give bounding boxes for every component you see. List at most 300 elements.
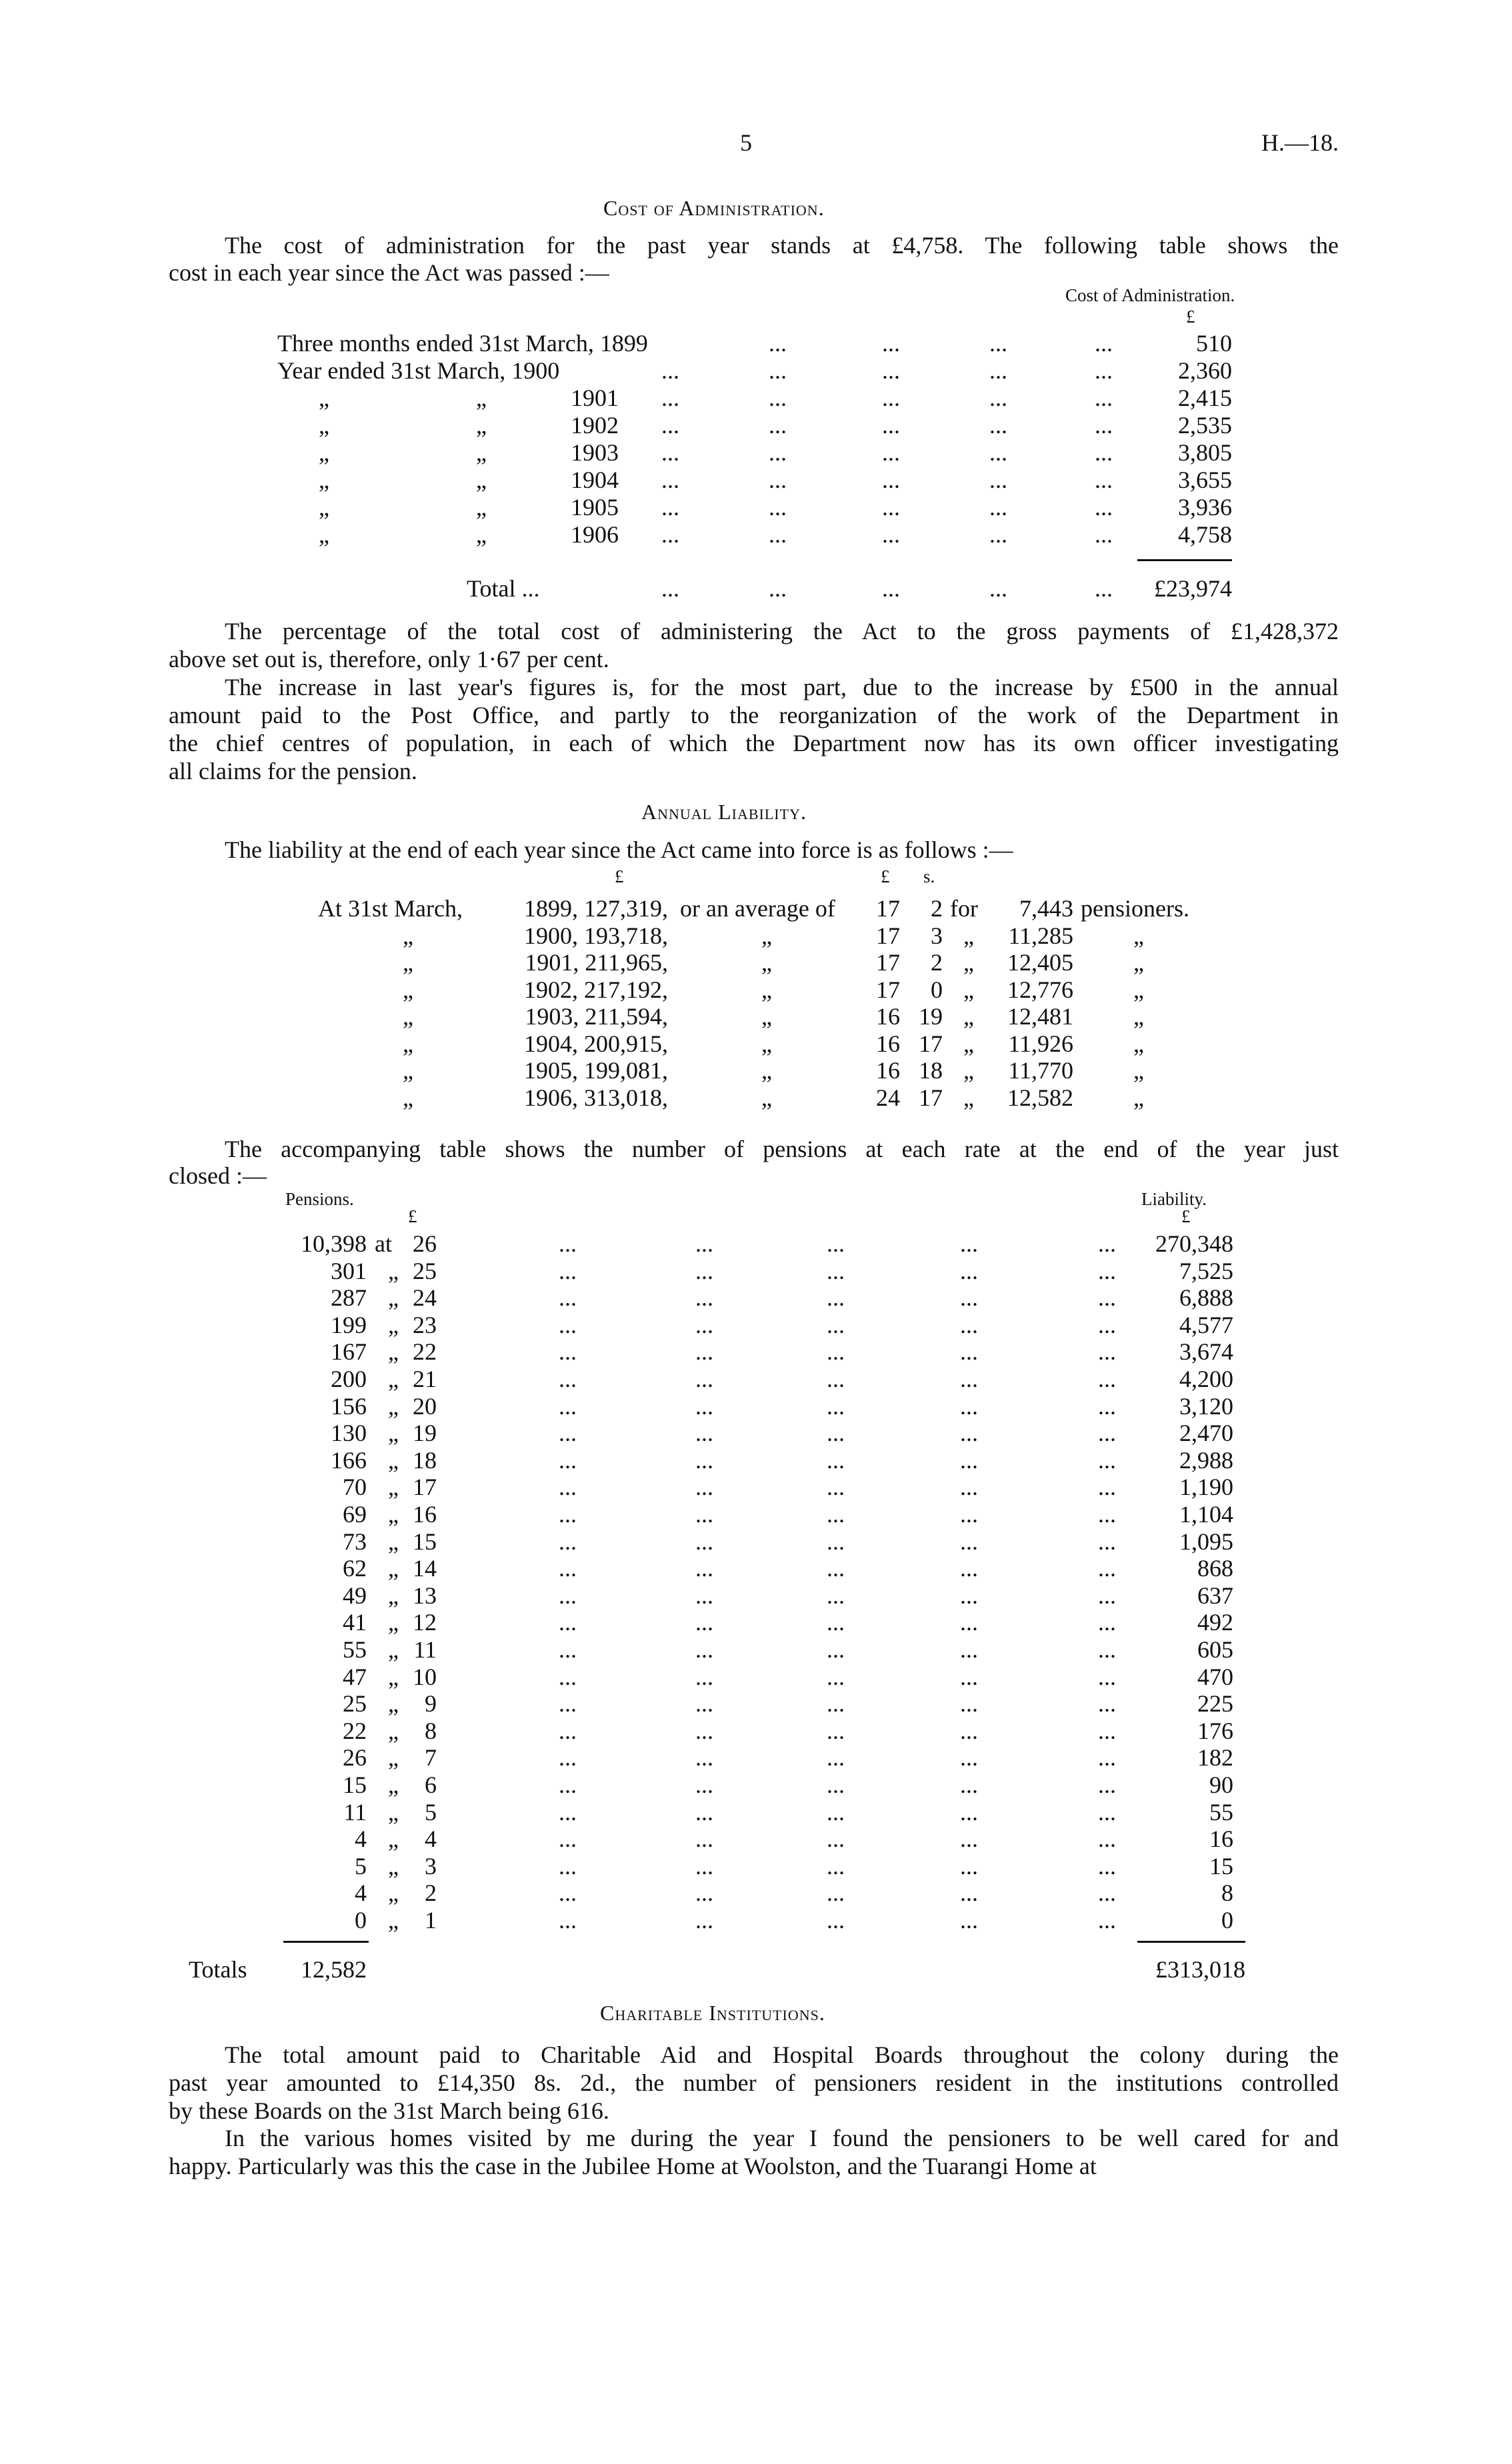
- leader-dots: ...: [559, 1690, 577, 1718]
- cost-value: 2,415: [1178, 385, 1232, 411]
- liability-value: 637: [1197, 1582, 1233, 1609]
- cost-value: 2,535: [1178, 412, 1232, 439]
- leader-dots: ...: [1098, 1555, 1116, 1582]
- ditto-mark: „: [761, 1003, 772, 1030]
- leader-dots: ...: [1095, 439, 1113, 466]
- ditto-mark: „: [403, 976, 413, 1003]
- ditto-mark: „: [319, 467, 329, 493]
- leader-dots: ...: [827, 1366, 845, 1392]
- ditto-mark: „: [761, 949, 772, 976]
- cost-value: 2,360: [1178, 357, 1232, 384]
- average-shillings: 0: [931, 976, 943, 1003]
- leader-dots: ...: [695, 1609, 713, 1636]
- leader-dots: ...: [1095, 330, 1113, 357]
- leader-dots: ...: [769, 412, 787, 439]
- paragraph-line: The increase in last year's figures is, for the most part, due to the increase by £500 in the annual: [225, 674, 1339, 700]
- leader-dots: ...: [960, 1474, 978, 1501]
- pension-rate: 3: [425, 1852, 437, 1879]
- leader-dots: ...: [695, 1257, 713, 1284]
- liability-value: 15: [1209, 1852, 1233, 1879]
- leader-dots: ...: [559, 1311, 577, 1338]
- leader-dots: ...: [1095, 357, 1113, 384]
- pension-rate: 17: [413, 1474, 437, 1501]
- ditto-mark: „: [761, 1084, 772, 1111]
- paragraph-line: amount paid to the Post Office, and partly to the reorganization of the work of the Department in: [169, 702, 1339, 728]
- pension-count: 199: [331, 1311, 367, 1338]
- row-label: Three months ended 31st March, 1899: [277, 330, 648, 357]
- leader-dots: ...: [960, 1555, 978, 1582]
- leader-dots: ...: [960, 1366, 978, 1392]
- leader-dots: ...: [960, 1338, 978, 1366]
- pension-count: 130: [331, 1420, 367, 1447]
- ditto-mark: „: [403, 1003, 413, 1030]
- leader-dots: ...: [827, 1690, 845, 1718]
- liability-value: 55: [1209, 1798, 1233, 1826]
- leader-dots: ...: [1098, 1582, 1116, 1609]
- leader-dots: ...: [827, 1474, 845, 1501]
- leader-dots: ...: [989, 412, 1007, 439]
- liability-value: 0: [1221, 1907, 1233, 1933]
- leader-dots: ...: [559, 1717, 577, 1744]
- section-heading: Charitable Institutions.: [600, 2001, 825, 2025]
- ditto-mark: „: [319, 412, 329, 439]
- leader-dots: ...: [989, 467, 1007, 493]
- pension-rate: 21: [413, 1366, 437, 1392]
- cost-value: 3,936: [1178, 494, 1232, 521]
- leader-dots: ...: [1098, 1744, 1116, 1772]
- leader-dots: ...: [559, 1879, 577, 1907]
- leader-dots: ...: [1098, 1528, 1116, 1555]
- leader-dots: ...: [882, 521, 900, 548]
- leader-dots: ...: [695, 1474, 713, 1501]
- ditto-mark: „: [388, 1690, 399, 1718]
- leader-dots: ...: [559, 1446, 577, 1474]
- row-label: for: [950, 895, 978, 922]
- leader-dots: ...: [695, 1663, 713, 1690]
- leader-dots: ...: [559, 1528, 577, 1555]
- ditto-mark: „: [963, 1003, 974, 1030]
- year-amount: 1901, 211,965,: [525, 949, 668, 976]
- leader-dots: ...: [827, 1852, 845, 1879]
- liability-value: 868: [1197, 1555, 1233, 1582]
- ditto-mark: „: [388, 1663, 399, 1690]
- leader-dots: ...: [1095, 521, 1113, 548]
- leader-dots: ...: [559, 1366, 577, 1392]
- pension-rate: 4: [425, 1826, 437, 1853]
- leader-dots: ...: [827, 1338, 845, 1366]
- pension-count: 22: [343, 1717, 367, 1744]
- leader-dots: ...: [989, 385, 1007, 411]
- ditto-mark: „: [963, 949, 974, 976]
- leader-dots: ...: [661, 439, 679, 466]
- leader-dots: ...: [960, 1501, 978, 1528]
- leader-dots: ...: [769, 330, 787, 357]
- leader-dots: ...: [559, 1907, 577, 1933]
- pension-rate: 1: [425, 1907, 437, 1933]
- year-amount: 1905, 199,081,: [524, 1057, 668, 1084]
- average-pounds: 17: [876, 922, 900, 949]
- leader-dots: ...: [827, 1501, 845, 1528]
- pension-count: 70: [343, 1474, 367, 1501]
- liability-value: 3,674: [1179, 1338, 1233, 1366]
- pension-rate: 13: [413, 1582, 437, 1609]
- paragraph-line: past year amounted to £14,350 8s. 2d., the number of pensioners resident in the institutions controlled: [169, 2069, 1339, 2096]
- pension-count: 0: [355, 1907, 367, 1933]
- ditto-mark: „: [388, 1528, 399, 1555]
- pensioner-count: 11,285: [1008, 922, 1073, 949]
- paragraph-line: The cost of administration for the past year stands at £4,758. The following table shows the: [225, 232, 1339, 259]
- pension-count: 25: [343, 1690, 367, 1718]
- ditto-mark: „: [388, 1420, 399, 1447]
- pension-rate: 6: [425, 1772, 437, 1798]
- leader-dots: ...: [827, 1826, 845, 1853]
- leader-dots: ...: [989, 439, 1007, 466]
- leader-dots: ...: [882, 494, 900, 521]
- leader-dots: ...: [827, 1284, 845, 1312]
- leader-dots: ...: [989, 357, 1007, 384]
- leader-dots: ...: [1098, 1609, 1116, 1636]
- row-label: or an average of: [680, 895, 835, 922]
- leader-dots: ...: [1098, 1338, 1116, 1366]
- ditto-mark: „: [388, 1284, 399, 1312]
- year-amount: 1900, 193,718,: [524, 922, 668, 949]
- pension-rate: 14: [413, 1555, 437, 1582]
- leader-dots: ...: [769, 467, 787, 493]
- leader-dots: ...: [1095, 575, 1113, 602]
- leader-dots: ...: [769, 494, 787, 521]
- liability-value: 270,348: [1155, 1230, 1233, 1257]
- leader-dots: ...: [695, 1772, 713, 1798]
- leader-dots: ...: [1098, 1717, 1116, 1744]
- leader-dots: ...: [695, 1690, 713, 1718]
- pension-count: 55: [343, 1636, 367, 1663]
- leader-dots: ...: [695, 1446, 713, 1474]
- cost-value: 4,758: [1178, 521, 1232, 548]
- leader-dots: ...: [1098, 1879, 1116, 1907]
- pension-count: 167: [331, 1338, 367, 1366]
- ditto-mark: „: [319, 439, 329, 466]
- leader-dots: ...: [661, 494, 679, 521]
- liability-value: 2,470: [1179, 1420, 1233, 1447]
- leader-dots: ...: [960, 1826, 978, 1853]
- paragraph-line: The total amount paid to Charitable Aid and Hospital Boards throughout the colony during the: [225, 2041, 1339, 2068]
- average-pounds: 17: [876, 895, 900, 922]
- pension-rate: 15: [413, 1528, 437, 1555]
- ditto-mark: „: [388, 1366, 399, 1392]
- leader-dots: ...: [661, 357, 679, 384]
- leader-dots: ...: [827, 1392, 845, 1420]
- year-amount: 1906, 313,018,: [524, 1084, 668, 1111]
- column-heading: Pensions.: [285, 1189, 354, 1209]
- leader-dots: ...: [960, 1257, 978, 1284]
- row-label: Year ended 31st March, 1900: [277, 357, 560, 384]
- leader-dots: ...: [1098, 1392, 1116, 1420]
- leader-dots: ...: [827, 1907, 845, 1933]
- paragraph-line: all claims for the pension.: [169, 758, 417, 784]
- ditto-mark: „: [388, 1555, 399, 1582]
- ditto-mark: „: [319, 385, 329, 411]
- rule-line: [1137, 559, 1232, 561]
- ditto-mark: „: [963, 1057, 974, 1084]
- leader-dots: ...: [1095, 494, 1113, 521]
- leader-dots: ...: [882, 385, 900, 411]
- leader-dots: ...: [695, 1879, 713, 1907]
- liability-value: 4,577: [1179, 1311, 1233, 1338]
- pensioner-count: 11,926: [1008, 1030, 1073, 1057]
- pension-rate: 10: [413, 1663, 437, 1690]
- leader-dots: ...: [960, 1663, 978, 1690]
- year-amount: 1903, 211,594,: [525, 1003, 668, 1030]
- pension-rate: 25: [413, 1257, 437, 1284]
- leader-dots: ...: [695, 1420, 713, 1447]
- pension-rate: 11: [413, 1636, 437, 1663]
- pension-count: 4: [355, 1879, 367, 1907]
- leader-dots: ...: [989, 575, 1007, 602]
- year-amount: 1904, 200,915,: [524, 1030, 668, 1057]
- totals-label: Totals: [189, 1956, 247, 1983]
- average-shillings: 19: [919, 1003, 943, 1030]
- ditto-mark: „: [1133, 1003, 1144, 1030]
- ditto-mark: „: [403, 922, 413, 949]
- leader-dots: ...: [989, 494, 1007, 521]
- leader-dots: ...: [989, 330, 1007, 357]
- leader-dots: ...: [695, 1284, 713, 1312]
- ditto-mark: „: [1133, 976, 1144, 1003]
- liability-value: 605: [1197, 1636, 1233, 1663]
- leader-dots: ...: [960, 1446, 978, 1474]
- liability-value: 492: [1197, 1609, 1233, 1636]
- ditto-mark: „: [388, 1446, 399, 1474]
- ditto-mark: „: [761, 976, 772, 1003]
- liability-value: 6,888: [1179, 1284, 1233, 1312]
- pension-rate: 16: [413, 1501, 437, 1528]
- currency-symbol: £: [1186, 307, 1195, 327]
- ditto-mark: „: [319, 521, 329, 548]
- ditto-mark: „: [963, 922, 974, 949]
- leader-dots: ...: [695, 1366, 713, 1392]
- ditto-mark: „: [476, 439, 487, 466]
- pension-rate: 20: [413, 1392, 437, 1420]
- paragraph-line: The percentage of the total cost of administering the Act to the gross payments of £1,428,372: [225, 618, 1339, 644]
- ditto-mark: „: [476, 467, 487, 493]
- ditto-mark: „: [1133, 1084, 1144, 1111]
- leader-dots: ...: [559, 1392, 577, 1420]
- pension-rate: 2: [425, 1879, 437, 1907]
- leader-dots: ...: [695, 1636, 713, 1663]
- leader-dots: ...: [695, 1555, 713, 1582]
- leader-dots: ...: [827, 1636, 845, 1663]
- pensioner-count: 7,443: [1019, 895, 1073, 922]
- average-pounds: 16: [876, 1057, 900, 1084]
- ditto-mark: „: [476, 521, 487, 548]
- leader-dots: ...: [827, 1311, 845, 1338]
- paragraph-line: happy. Particularly was this the case in the Jubilee Home at Woolston, and the Tuarangi Home at: [169, 2153, 1097, 2179]
- leader-dots: ...: [882, 439, 900, 466]
- ditto-mark: „: [388, 1636, 399, 1663]
- leader-dots: ...: [960, 1582, 978, 1609]
- pension-count: 10,398: [301, 1230, 367, 1257]
- leader-dots: ...: [695, 1744, 713, 1772]
- currency-symbol: £: [408, 1206, 417, 1226]
- leader-dots: ...: [827, 1798, 845, 1826]
- liability-value: 4,200: [1179, 1366, 1233, 1392]
- leader-dots: ...: [827, 1555, 845, 1582]
- leader-dots: ...: [882, 357, 900, 384]
- leader-dots: ...: [769, 357, 787, 384]
- year-label: 1901: [571, 385, 619, 411]
- at-word: at: [375, 1230, 392, 1257]
- ditto-mark: „: [1133, 949, 1144, 976]
- liability-value: 7,525: [1179, 1257, 1233, 1284]
- leader-dots: ...: [1098, 1257, 1116, 1284]
- leader-dots: ...: [827, 1879, 845, 1907]
- leader-dots: ...: [1098, 1366, 1116, 1392]
- column-heading: Liability.: [1141, 1189, 1207, 1209]
- page-number: 5: [740, 129, 752, 156]
- pensioner-count: 12,481: [1007, 1003, 1073, 1030]
- liability-value: 1,190: [1179, 1474, 1233, 1501]
- paragraph-line: cost in each year since the Act was passed :—: [169, 259, 609, 286]
- pension-rate: 18: [413, 1446, 437, 1474]
- average-shillings: 2: [931, 895, 943, 922]
- leader-dots: ...: [1098, 1636, 1116, 1663]
- leader-dots: ...: [695, 1717, 713, 1744]
- year-label: 1906: [571, 521, 619, 548]
- leader-dots: ...: [882, 330, 900, 357]
- leader-dots: ...: [827, 1663, 845, 1690]
- leader-dots: ...: [960, 1879, 978, 1907]
- leader-dots: ...: [1098, 1446, 1116, 1474]
- liability-value: 225: [1197, 1690, 1233, 1718]
- pension-rate: 12: [413, 1609, 437, 1636]
- year-amount: 1899, 127,319,: [524, 895, 668, 922]
- leader-dots: ...: [559, 1582, 577, 1609]
- leader-dots: ...: [960, 1798, 978, 1826]
- pension-count: 5: [355, 1852, 367, 1879]
- leader-dots: ...: [769, 439, 787, 466]
- leader-dots: ...: [960, 1311, 978, 1338]
- ditto-mark: „: [761, 922, 772, 949]
- leader-dots: ...: [559, 1338, 577, 1366]
- ditto-mark: „: [388, 1879, 399, 1907]
- pension-count: 26: [343, 1744, 367, 1772]
- leader-dots: ...: [882, 467, 900, 493]
- average-pounds: 17: [876, 976, 900, 1003]
- ditto-mark: „: [963, 1030, 974, 1057]
- paragraph-line: In the various homes visited by me during the year I found the pensioners to be well cared for and: [225, 2125, 1339, 2151]
- leader-dots: ...: [960, 1907, 978, 1933]
- leader-dots: ...: [1098, 1501, 1116, 1528]
- rule-line: [1137, 1941, 1245, 1943]
- leader-dots: ...: [695, 1501, 713, 1528]
- ditto-mark: „: [388, 1609, 399, 1636]
- leader-dots: ...: [559, 1663, 577, 1690]
- cost-value: 3,805: [1178, 439, 1232, 466]
- pensioner-count: 12,776: [1007, 976, 1073, 1003]
- ditto-mark: „: [388, 1582, 399, 1609]
- ditto-mark: „: [1133, 1030, 1144, 1057]
- leader-dots: ...: [827, 1582, 845, 1609]
- leader-dots: ...: [559, 1852, 577, 1879]
- leader-dots: ...: [559, 1772, 577, 1798]
- leader-dots: ...: [1098, 1663, 1116, 1690]
- ditto-mark: „: [476, 494, 487, 521]
- leader-dots: ...: [1098, 1474, 1116, 1501]
- leader-dots: ...: [827, 1772, 845, 1798]
- pension-count: 49: [343, 1582, 367, 1609]
- leader-dots: ...: [960, 1744, 978, 1772]
- leader-dots: ...: [960, 1852, 978, 1879]
- pension-count: 41: [343, 1609, 367, 1636]
- pension-count: 156: [331, 1392, 367, 1420]
- leader-dots: ...: [1098, 1852, 1116, 1879]
- leader-dots: ...: [1095, 467, 1113, 493]
- leader-dots: ...: [882, 575, 900, 602]
- leader-dots: ...: [960, 1284, 978, 1312]
- ditto-mark: „: [388, 1501, 399, 1528]
- ditto-mark: „: [388, 1338, 399, 1366]
- leader-dots: ...: [559, 1420, 577, 1447]
- ditto-mark: „: [388, 1826, 399, 1853]
- leader-dots: ...: [559, 1826, 577, 1853]
- leader-dots: ...: [1095, 385, 1113, 411]
- ditto-mark: „: [388, 1717, 399, 1744]
- pension-rate: 24: [413, 1284, 437, 1312]
- liability-value: 3,120: [1179, 1392, 1233, 1420]
- pension-count: 47: [343, 1663, 367, 1690]
- pension-rate: 7: [425, 1744, 437, 1772]
- liability-value: 90: [1209, 1772, 1233, 1798]
- average-shillings: 17: [919, 1030, 943, 1057]
- ditto-mark: „: [388, 1744, 399, 1772]
- ditto-mark: „: [388, 1392, 399, 1420]
- leader-dots: ...: [695, 1338, 713, 1366]
- leader-dots: ...: [769, 521, 787, 548]
- average-shillings: 17: [919, 1084, 943, 1111]
- leader-dots: ...: [559, 1284, 577, 1312]
- leader-dots: ...: [695, 1528, 713, 1555]
- leader-dots: ...: [1098, 1798, 1116, 1826]
- leader-dots: ...: [661, 575, 679, 602]
- rule-line: [283, 1941, 369, 1943]
- ditto-mark: „: [476, 385, 487, 411]
- leader-dots: ...: [827, 1609, 845, 1636]
- paragraph-line: closed :—: [169, 1162, 267, 1189]
- leader-dots: ...: [695, 1798, 713, 1826]
- leader-dots: ...: [695, 1311, 713, 1338]
- leader-dots: ...: [960, 1717, 978, 1744]
- row-label: pensioners.: [1081, 895, 1189, 922]
- average-pounds: 16: [876, 1003, 900, 1030]
- leader-dots: ...: [1098, 1311, 1116, 1338]
- leader-dots: ...: [827, 1744, 845, 1772]
- leader-dots: ...: [960, 1420, 978, 1447]
- ditto-mark: „: [388, 1311, 399, 1338]
- ditto-mark: „: [388, 1257, 399, 1284]
- cost-value: 3,655: [1178, 467, 1232, 493]
- pension-rate: 5: [425, 1798, 437, 1826]
- section-heading: Cost of Administration.: [603, 196, 825, 220]
- pension-count: 200: [331, 1366, 367, 1392]
- leader-dots: ...: [559, 1555, 577, 1582]
- ditto-mark: „: [1133, 1057, 1144, 1084]
- paragraph-line: The accompanying table shows the number of pensions at each rate at the end of the year just: [225, 1136, 1339, 1162]
- average-shillings: 2: [931, 949, 943, 976]
- leader-dots: ...: [827, 1528, 845, 1555]
- year-label: 1902: [571, 412, 619, 439]
- leader-dots: ...: [960, 1230, 978, 1257]
- document-reference: H.—18.: [1261, 129, 1339, 156]
